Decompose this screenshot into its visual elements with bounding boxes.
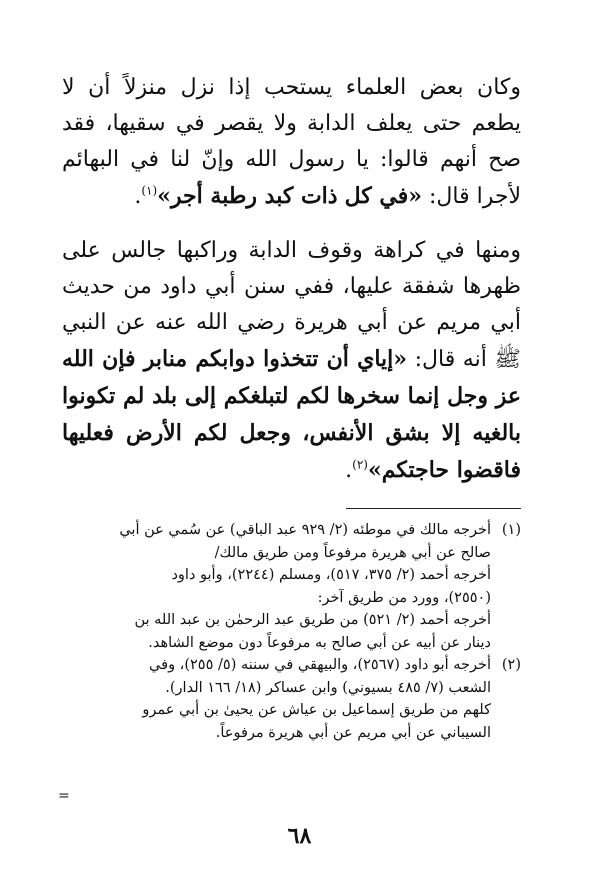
- footnote-1: [62, 519, 521, 654]
- hadith-quote: «إياي أن تتخذوا دوابكم منابر فإن الله عز وجل إنما سخرها: [62, 346, 521, 409]
- footnote-number: (١): [501, 522, 521, 538]
- footnote-line: أخرجه مالك في موطئه (٢/ ٩٢٩ عبد الباقي) عن سُمي عن أبي: [119, 522, 491, 538]
- footnote-line: أخرجه أحمد (٢/ ٣٧٥، ٥١٧)، ومسلم (٢٢٤٤)، وأبو داود: [171, 567, 491, 583]
- text-line: ظهرها شفقة عليها، ففي سنن أبي داود من حديث أبي: [62, 274, 521, 335]
- footnote-separator: [346, 508, 521, 509]
- footnote-line: (٢٥٥٠)، وورد من طريق آخر:: [317, 589, 491, 606]
- main-text: [62, 70, 521, 489]
- hadith-quote: ذات كبد رطبة أجر»: [157, 183, 338, 209]
- footnote-line: كلهم من طريق إسماعيل بن عياش عن يحيىٰ بن أبي عمرو: [142, 702, 491, 718]
- page-number: ٦٨: [287, 823, 312, 849]
- paragraph-1: [62, 70, 521, 215]
- footnote-2: [62, 654, 521, 744]
- footnote-number: (٢): [501, 657, 521, 673]
- continuation-mark: =: [58, 788, 70, 804]
- text-line: ومنها في كراهة وقوف الدابة وراكبها جالس على: [62, 238, 521, 263]
- footnote-text: [62, 654, 491, 744]
- text-line: .: [134, 184, 142, 209]
- text-line: وكان بعض العلماء يستحب إذا نزل منزلاً أن لا يطعم: [62, 75, 521, 136]
- footnote-line: الشعب (٧/ ٤٨٥ بسيوني) وابن عساكر (١٨/ ١٦٦ الدار).: [165, 679, 491, 696]
- footnote-line: أخرجه أبو داود (٢٥٦٧)، والبيهقي في سننه (٥/ ٢٥٥)، وفي: [149, 657, 491, 673]
- footnote-line: صالح عن أبي هريرة مرفوعاً ومن طريق مالك/: [214, 544, 491, 561]
- footnote-line: دينار عن أبيه عن أبي صالح به مرفوعاً دون موضع الشاهد.: [148, 634, 491, 651]
- hadith-quote: لكم لتبلغكم إلى بلد لم تكونوا بالغيه إلا بشق الأنفس،: [62, 383, 521, 446]
- hadith-quote: وجعل لكم الأرض فعليها فاقضوا حاجتكم»: [62, 420, 521, 483]
- footnote-ref-1: (١): [141, 183, 158, 198]
- footnote-line: أخرجه أحمد (٢/ ٥٢١) من طريق عبد الرحمٰن بن عبد الله بن: [134, 612, 491, 628]
- footnote-line: السيباني عن أبي مريم عن أبي هريرة مرفوعاً.: [215, 724, 491, 741]
- paragraph-2: [62, 233, 521, 489]
- text-line: .: [345, 458, 353, 483]
- text-line: قالوا: يا رسول الله وإنّ لنا في البهائم لأجرا قال:: [62, 147, 521, 209]
- footnotes: [62, 519, 521, 744]
- hadith-quote: «في كل: [344, 183, 422, 209]
- footnote-text: [62, 519, 491, 654]
- text-line: مريم عن أبي هريرة رضي الله عنه عن النبي ﷺ أنه قال:: [62, 310, 521, 372]
- footnote-ref-2: (٢): [352, 457, 368, 472]
- text-line: حتى يعلف الدابة ولا يقصر في سقيها، فقد صح أنهم: [62, 111, 521, 172]
